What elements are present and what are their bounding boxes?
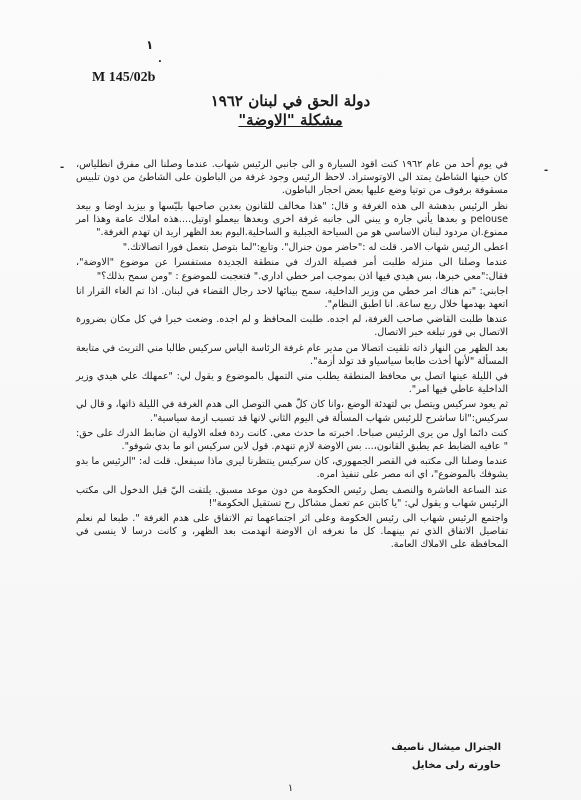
article-body xyxy=(76,158,508,554)
document-subtitle: مشكلة "الاوضة" xyxy=(238,111,343,129)
paragraph: في الليلة عينها اتصل بي محافظ المنطقة يطلب مني التمهل بالموضوع و يقول لي: "عمهلك علي هيدي وزير الداخلية عاطي فيها امر". xyxy=(76,371,508,396)
paragraph: عند الساعة العاشرة والنصف يصل رئيس الحكومة من دون موعد مسبق. يلتفت اليّ قبل الدخول الى مكتب الرئيس شهاب و يقول لي: "يا كابتن عم تعمل مشاكل رح تستقيل الحكومة"! xyxy=(76,484,508,509)
scan-dot: . xyxy=(158,54,162,65)
paragraph: اعطى الرئيس شهاب الامر. قلت له :"حاضر مون جنرال". وتابع:"لما بتوصل بتعمل فورا اتصالاتك." xyxy=(122,242,508,254)
paragraph: عندما وصلنا الى منزله طلبت أمر فصيلة الدرك في منطقة الجديدة مستفسرا عن موضوع "الاوضة"، فقال:"معي خبرها، بس هيدي فيها اذن بموجب امر خطي اداري." فتعجبت للموضوع : "ومن سمح بذلك؟" xyxy=(76,257,508,282)
paragraph: عندها طلبت القاضي صاحب الغرفة، لم اجده. طلبت المحافظ و لم اجده. وضعت خبرا في كل مكان بضرورة الاتصال بي فور تبلغه خبر الاتصال. xyxy=(76,314,508,339)
reference-code: M 145/02b xyxy=(92,70,156,85)
page-number: ١ xyxy=(287,783,294,794)
paragraph: عندما وصلنا الى مكتبه في القصر الجمهوري، كان سركيس ينتظرنا ليرى ماذا سيفعل. قلت له: "الرئيس ما بدو يشوفك بالموضوع"، اي انه مصر على تنفيذ امره. xyxy=(76,456,508,481)
margin-mark-right: - xyxy=(544,165,549,176)
document-title: دولة الحق في لبنان ١٩٦٢ xyxy=(210,92,371,110)
margin-mark: - xyxy=(60,162,65,173)
paragraph: في يوم أحد من عام ١٩٦٢ كنت اقود السيارة و الى جانبي الرئيس شهاب. عندما وصلنا الى مفرق انطلياس، كان حينها الشاطئ يمتد الى الاوتوستراد. لاحظ الرئيس وجود غرفة من الباطون على الشاطئ من دون تلبيس مسقوفة برفوف من توتيا وضع عليها بعض احجار الباطون. xyxy=(76,159,508,197)
signature-author: الجنرال ميشال ناصيف xyxy=(391,742,501,753)
paragraph: بعد الظهر من النهار ذاته تلقيت اتصالا من مدير عام غرفة الرئاسة الياس سركيس طالبا مني التريث في متابعة المسألة "لأنها أخذت طابعا سياسياو قد تولد أزمة". xyxy=(76,342,508,367)
scan-mark: ١ xyxy=(146,38,154,52)
paragraph: اجابني: "تم هناك امر خطي من وزير الداخلية، سمح بينائها لاحد رجال القضاء في لبنان. اذا تم الغاء القرار انا اتعهد بهدمها خلال ربع ساعة. انا اطبق النظام". xyxy=(76,285,508,311)
paragraph: نظر الرئيس بدهشة الى هذه الغرفة و قال: "هذا مخالف للقانون بعدين صاحبها بليّسها و بيزيد اوضا و بيعد pelouse و بعدها يأتي جاره و يبني الى جانبه غرفة اخرى وبعدها بيعملو اوتيل....هذه املاك عامة وهذا امر ممنوع.ان مردود لبنان الاساسي هو من السياحة الجبلية و الساحلية.اليوم بعد الظهر اريد ان تهدم الغرفة." xyxy=(76,200,508,239)
paragraph: واجتمع الرئيس شهاب الى رئيس الحكومة وعلى اثر اجتماعهما تم الاتفاق على هدم الغرفة ". طبعا لم نعلم تفاصيل الاتفاق الذي تم بينهما. كل ما نعرفه ان الاوضة انهدمت بعد الظهر، و كانت درسا لا ينسى في المحافظة على الاملاك العامة. xyxy=(76,513,508,551)
paragraph: كنت دائما اول من يرى الرئيس صباحا. اخبرته ما حدث معي. كانت ردة فعله الاولية ان ضابط الدرك على حق: " عافيه الضابط عم يطبق القانون،... بس الاوضة لازم تنهدم. قول لابن سركيس انو ما بدي شوفو". xyxy=(76,427,508,453)
paragraph: ثم يعود سركيس ويتصل بي لتهدئة الوضع ،وانا كان كلّ همي التوصل الى هدم الغرفة في الليلة ذاتها، و قال لي سركيس:"انا ساشرح للرئيس شهاب المسألة في اليوم الثاني لانها قد تسبب ازمة سياسية". xyxy=(76,399,508,424)
signature-interviewer: حاورته رلى مخايل xyxy=(411,760,501,771)
